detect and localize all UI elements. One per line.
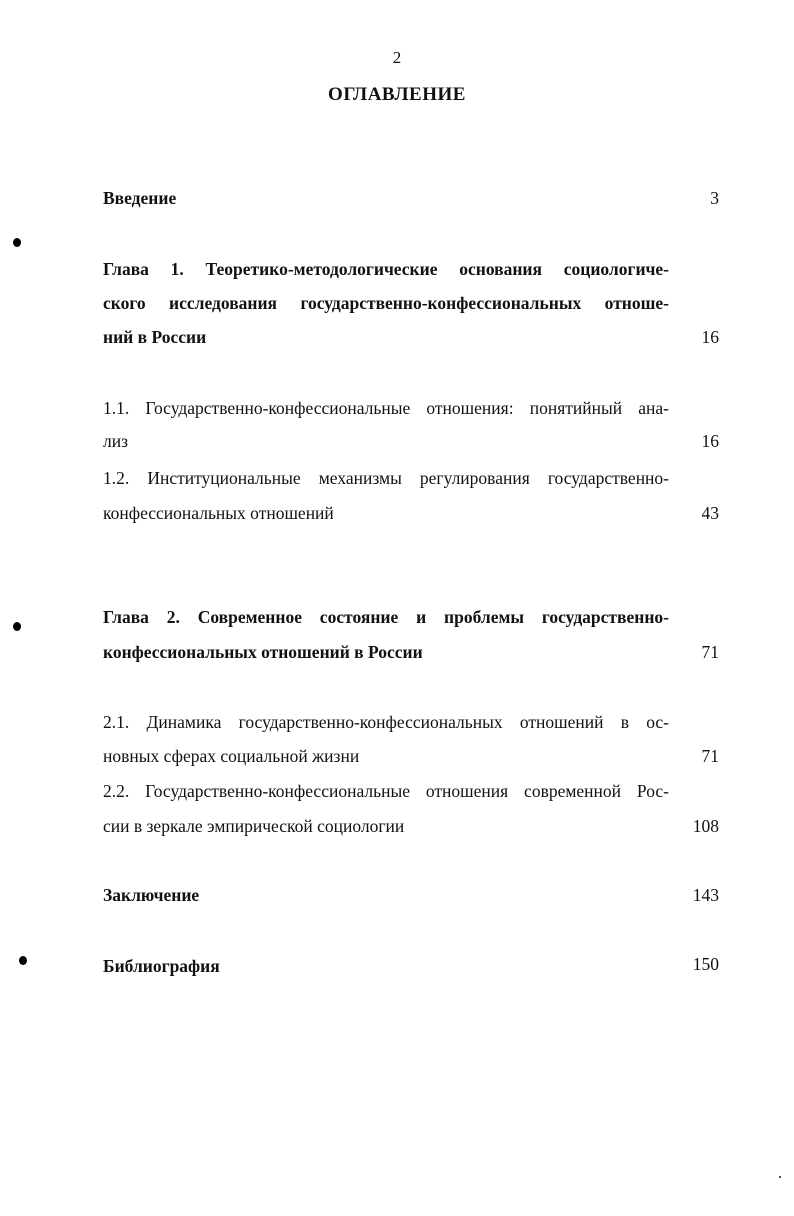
toc-conclusion: Заключение bbox=[103, 885, 200, 905]
toc-chapter-2-line-1: Глава 2. Современное состояние и проблемы государственно- bbox=[103, 607, 669, 627]
toc-intro: Введение bbox=[103, 188, 177, 208]
toc-conclusion-page: 143 bbox=[692, 885, 719, 905]
margin-punch-mark bbox=[19, 956, 27, 965]
margin-punch-mark bbox=[13, 238, 21, 247]
toc-bibliography-page: 150 bbox=[692, 954, 719, 974]
toc-section-1-1-line-2: лиз bbox=[103, 431, 129, 451]
toc-chapter-1-page: 16 bbox=[701, 327, 719, 347]
toc-section-2-2-page: 108 bbox=[692, 816, 719, 836]
toc-chapter-1-line-2: ского исследования государственно-конфессиональных отноше- bbox=[103, 293, 669, 313]
scan-speck bbox=[779, 1176, 781, 1178]
margin-punch-mark bbox=[13, 622, 21, 631]
toc-section-2-2-line-1: 2.2. Государственно-конфессиональные отношения современной Рос- bbox=[103, 781, 669, 801]
toc-chapter-1-line-3: ний в России bbox=[103, 327, 207, 347]
page-title: ОГЛАВЛЕНИЕ bbox=[328, 84, 466, 105]
toc-intro-page: 3 bbox=[710, 188, 719, 208]
toc-section-2-1-line-1: 2.1. Динамика государственно-конфессиональных отношений в ос- bbox=[103, 712, 669, 732]
toc-section-1-1-line-1: 1.1. Государственно-конфессиональные отношения: понятийный ана- bbox=[103, 398, 669, 418]
toc-section-1-2-line-1: 1.2. Институциональные механизмы регулирования государственно- bbox=[103, 468, 669, 488]
toc-section-2-1-line-2: новных сферах социальной жизни bbox=[103, 746, 360, 766]
page-number: 2 bbox=[392, 48, 402, 67]
toc-chapter-2-line-2: конфессиональных отношений в России bbox=[103, 642, 423, 662]
toc-section-2-2-line-2: сии в зеркале эмпирической социологии bbox=[103, 816, 405, 836]
toc-section-1-2-page: 43 bbox=[701, 503, 719, 523]
toc-section-1-2-line-2: конфессиональных отношений bbox=[103, 503, 334, 523]
toc-section-2-1-page: 71 bbox=[701, 746, 719, 766]
toc-section-1-1-page: 16 bbox=[701, 431, 719, 451]
toc-chapter-2-page: 71 bbox=[701, 642, 719, 662]
toc-bibliography: Библиография bbox=[103, 956, 220, 976]
toc-chapter-1-line-1: Глава 1. Теоретико-методологические основания социологиче- bbox=[103, 259, 669, 279]
